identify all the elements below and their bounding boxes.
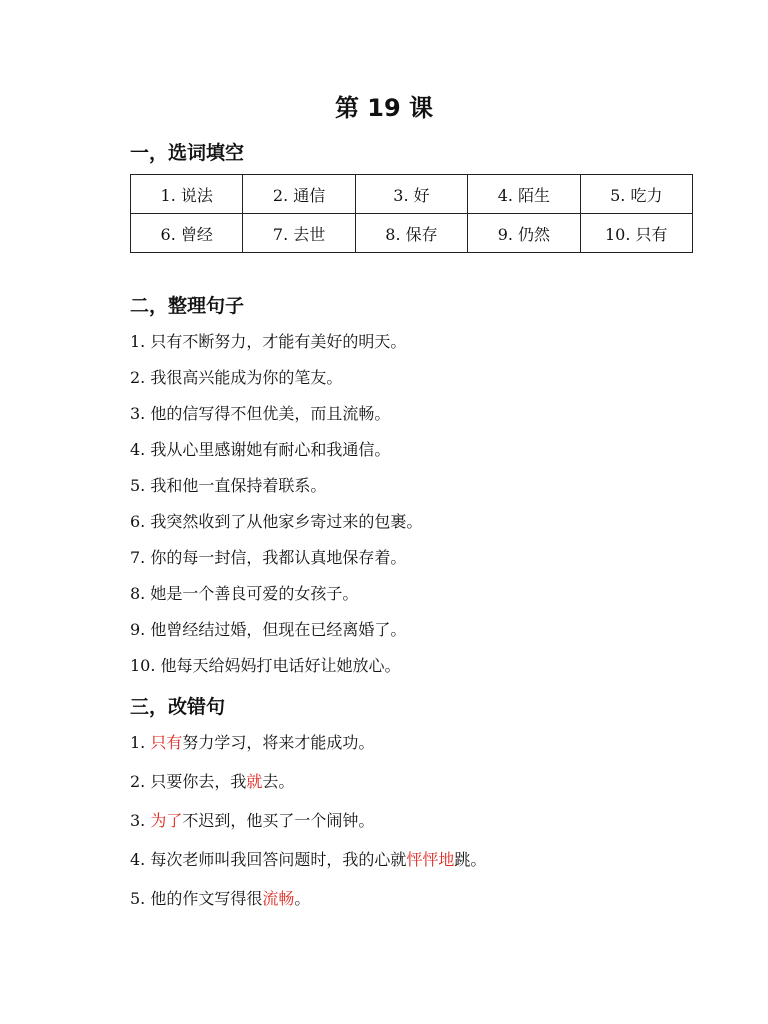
highlighted-word: 为了 xyxy=(150,811,183,830)
sentence-text: 1. xyxy=(130,733,151,752)
correction-item xyxy=(130,886,486,925)
correction-item xyxy=(130,769,486,808)
table-row xyxy=(131,175,693,214)
sentence-text: 跳。 xyxy=(454,850,487,869)
list-item: 3. 他的信写得不但优美，而且流畅。 xyxy=(130,404,391,423)
list-item: 10. 他每天给妈妈打电话好让她放心。 xyxy=(130,656,401,675)
word-cell: 9. 仍然 xyxy=(468,214,580,253)
sentence-text: 3. xyxy=(130,811,151,830)
sentence-text: 去。 xyxy=(262,772,295,791)
list-item: 9. 他曾经结过婚，但现在已经离婚了。 xyxy=(130,620,407,639)
word-cell: 1. 说法 xyxy=(131,175,243,214)
correction-item xyxy=(130,808,486,847)
sentence-text: 2. 只要你去，我 xyxy=(130,772,247,791)
section-heading-arrange-sentences: 二，整理句子 xyxy=(130,295,245,317)
list-item: 8. 她是一个善良可爱的女孩子。 xyxy=(130,584,359,603)
section-heading-correct-errors: 三，改错句 xyxy=(130,696,226,718)
correction-list xyxy=(130,730,486,925)
sentence-text: 5. 他的作文写得很 xyxy=(130,889,263,908)
sentence-text: 4. 每次老师叫我回答问题时，我的心就 xyxy=(130,850,407,869)
word-bank-table xyxy=(130,174,693,253)
correction-item xyxy=(130,730,486,769)
correction-item xyxy=(130,847,486,886)
list-item: 1. 只有不断努力，才能有美好的明天。 xyxy=(130,332,407,351)
page-title: 第 19 课 xyxy=(334,94,434,122)
word-cell: 8. 保存 xyxy=(355,214,467,253)
word-cell: 6. 曾经 xyxy=(131,214,243,253)
table-row xyxy=(131,214,693,253)
list-item: 6. 我突然收到了从他家乡寄过来的包裹。 xyxy=(130,512,423,531)
word-cell: 7. 去世 xyxy=(243,214,355,253)
sentence-text: 不迟到，他买了一个闹钟。 xyxy=(182,811,375,830)
list-item: 5. 我和他一直保持着联系。 xyxy=(130,476,327,495)
word-cell: 10. 只有 xyxy=(580,214,692,253)
list-item: 7. 你的每一封信，我都认真地保存着。 xyxy=(130,548,407,567)
word-cell: 3. 好 xyxy=(355,175,467,214)
word-cell: 2. 通信 xyxy=(243,175,355,214)
sentence-text: 。 xyxy=(294,889,311,908)
highlighted-word: 怦怦地 xyxy=(406,850,455,869)
word-cell: 4. 陌生 xyxy=(468,175,580,214)
list-item: 2. 我很高兴能成为你的笔友。 xyxy=(130,368,343,387)
highlighted-word: 流畅 xyxy=(262,889,295,908)
highlighted-word: 就 xyxy=(246,772,263,791)
highlighted-word: 只有 xyxy=(150,733,183,752)
list-item: 4. 我从心里感谢她有耐心和我通信。 xyxy=(130,440,391,459)
word-cell: 5. 吃力 xyxy=(580,175,692,214)
sentence-text: 努力学习，将来才能成功。 xyxy=(182,733,375,752)
sentence-list xyxy=(130,330,422,690)
section-heading-fill-in: 一，选词填空 xyxy=(130,142,245,164)
